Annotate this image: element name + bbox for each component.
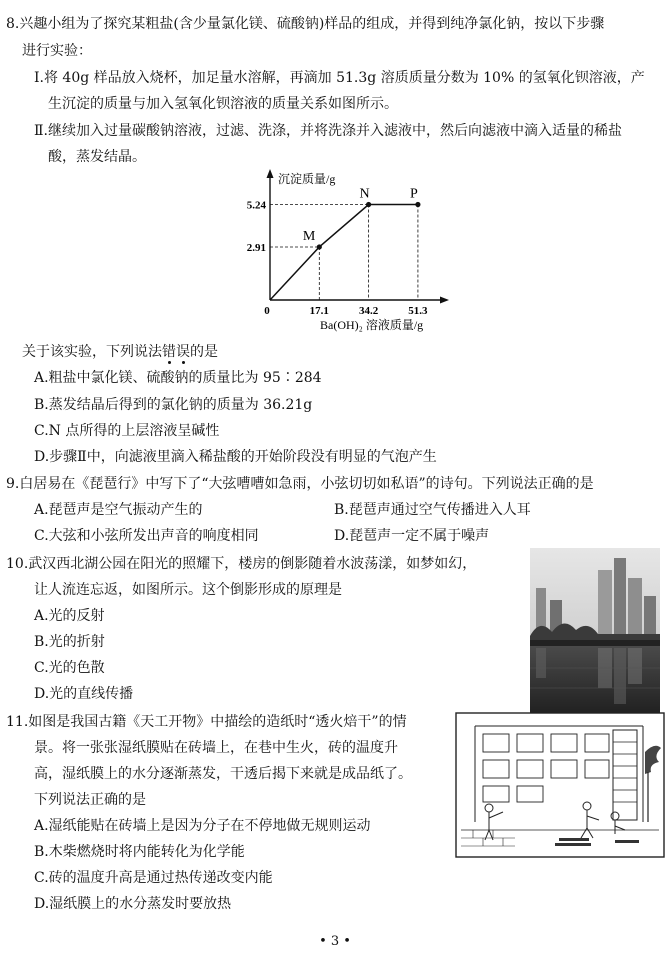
point-label-m: M bbox=[302, 228, 316, 244]
x-tick-label-1: 17.1 bbox=[309, 305, 329, 317]
q11-option-a: A.湿纸能贴在砖墙上是因为分子在不停地做无规则运动 bbox=[34, 818, 371, 834]
q8-step2-line2: 酸，蒸发结晶。 bbox=[48, 149, 146, 165]
q9-option-d: D.琵琶声一定不属于噪声 bbox=[334, 528, 490, 544]
q9-stem: 9.白居易在《琵琶行》中写下了“大弦嘈嘈如急雨，小弦切切如私语”的诗句。下列说法正确的是 bbox=[6, 476, 594, 492]
q8-question-post: 的是 bbox=[190, 344, 218, 360]
q10-option-a: A.光的反射 bbox=[34, 608, 105, 624]
y-axis-label: 沉淀质量/g bbox=[278, 172, 336, 186]
q8-option-c: C.N 点所得的上层溶液呈碱性 bbox=[34, 423, 220, 439]
q8-question-pre: 关于该实验，下列说法 bbox=[22, 344, 162, 360]
q11-stem-line2: 景。将一张张湿纸膜贴在砖墙上，在巷中生火，砖的温度升 bbox=[34, 740, 398, 756]
x-tick-label-2: 34.2 bbox=[358, 305, 379, 317]
y-tick-label-2: 5.24 bbox=[246, 199, 266, 212]
q10-stem-line1: 10.武汉西北湖公园在阳光的照耀下，楼房的倒影随着水波荡漾，如梦如幻， bbox=[6, 556, 477, 572]
precipitate-mass-chart bbox=[225, 165, 465, 335]
q8-question-em-2: 误 bbox=[176, 344, 190, 360]
q8-step1-line2: 生沉淀的质量与加入氢氧化钡溶液的质量关系如图所示。 bbox=[48, 96, 398, 112]
q10-option-d: D.光的直线传播 bbox=[34, 686, 134, 702]
q11-option-c: C.砖的温度升高是通过热传递改变内能 bbox=[34, 870, 273, 886]
q11-stem-line4: 下列说法正确的是 bbox=[34, 792, 146, 808]
q8-step1-line1: Ⅰ.将 40g 样品放入烧杯，加足量水溶解，再滴加 51.3g 溶质质量分数为 10% 的氢氧化钡溶液，产 bbox=[34, 70, 645, 86]
q8-option-d: D.步骤Ⅱ中，向滤液里滴入稀盐酸的开始阶段没有明显的气泡产生 bbox=[34, 449, 437, 465]
x-axis-label: Ba(OH)₂ 溶液质量/g bbox=[320, 318, 424, 332]
page-number: • 3 • bbox=[319, 934, 351, 949]
point-m bbox=[317, 244, 322, 249]
q8-question bbox=[22, 342, 218, 362]
q8-option-b: B.蒸发结晶后得到的氯化钠的质量为 36.21g bbox=[34, 397, 313, 413]
point-p bbox=[415, 202, 420, 207]
q8-question-em-1: 错 bbox=[162, 344, 176, 360]
q10-option-c: C.光的色散 bbox=[34, 660, 105, 676]
q11-stem-line3: 高，湿纸膜上的水分逐渐蒸发，干透后揭下来就是成品纸了。 bbox=[34, 766, 412, 782]
point-n bbox=[366, 202, 371, 207]
data-line bbox=[270, 204, 418, 300]
q11-stem-line1: 11.如图是我国古籍《天工开物》中描绘的造纸时“透火焙干”的情 bbox=[6, 714, 407, 730]
q8-step2-line1: Ⅱ.继续加入过量碳酸钠溶液，过滤、洗涤，并将洗涤并入滤液中，然后向滤液中滴入适量的稀盐 bbox=[34, 123, 622, 139]
y-tick-label-1: 2.91 bbox=[246, 241, 266, 254]
q9-option-c: C.大弦和小弦所发出声音的响度相同 bbox=[34, 528, 259, 544]
point-label-p: P bbox=[410, 186, 418, 202]
lake-reflection-photo bbox=[530, 548, 660, 718]
q8-stem-line1: 8.兴趣小组为了探究某粗盐(含少量氯化镁、硫酸钠)样品的组成，并得到纯净氯化钠，按以下步骤 bbox=[6, 16, 605, 32]
x-axis-arrow bbox=[440, 297, 449, 304]
q10-option-b: B.光的折射 bbox=[34, 634, 105, 650]
q8-stem-line2: 进行实验： bbox=[22, 43, 92, 59]
q8-option-a: A.粗盐中氯化镁、硫酸钠的质量比为 95∶284 bbox=[34, 370, 322, 386]
q11-option-b: B.木柴燃烧时将内能转化为化学能 bbox=[34, 844, 245, 860]
papermaking-illustration bbox=[455, 712, 665, 858]
x-tick-label-3: 51.3 bbox=[408, 305, 428, 317]
q9-option-b: B.琵琶声通过空气传播进入人耳 bbox=[334, 502, 531, 518]
q9-option-a: A.琵琶声是空气振动产生的 bbox=[34, 502, 203, 518]
point-label-n: N bbox=[359, 186, 370, 202]
q10-stem-line2: 让人流连忘返，如图所示。这个倒影形成的原理是 bbox=[34, 582, 342, 598]
y-axis-arrow bbox=[267, 169, 274, 178]
q11-option-d: D.湿纸膜上的水分蒸发时要放热 bbox=[34, 896, 232, 912]
origin-label: 0 bbox=[264, 305, 270, 317]
